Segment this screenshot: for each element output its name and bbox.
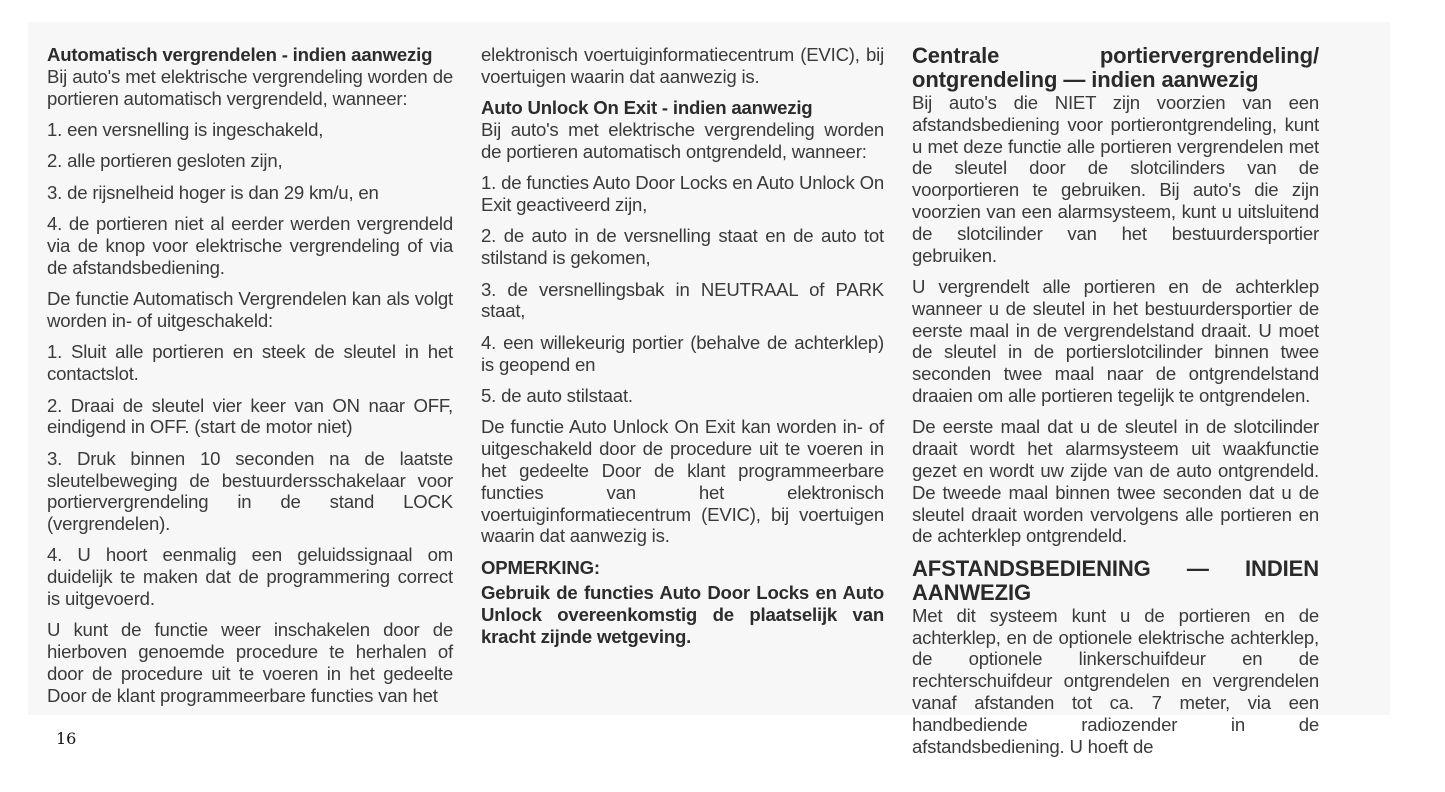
auto-lock-condition: 4. de portieren niet al eerder werden vergrendeld via de knop voor elektrische vergrendeling of via de afstandsbediening. (47, 213, 453, 278)
auto-unlock-condition: 2. de auto in de versnelling staat en de auto tot stilstand is gekomen, (481, 225, 884, 269)
remote-p1: Met dit systeem kunt u de portieren en de achterklep, en de optionele elektrische achterklep, de optionele linkerschuifdeur en de rechterschuifdeur ontgrendelen en vergrendelen vanaf afstanden tot ca. 7 meter, via een handbediende radiozender in de afstandsbediening. U hoeft de (912, 604, 1319, 757)
central-locking-p2: U vergrendelt alle portieren en de achterklep wanneer u de sleutel in het bestuurdersportier de eerste maal in de vergrendelstand draait. U moet de sleutel in de portierslotcilinder binnen twee seconden twee maal naar de ontgrendelstand draaien om alle portieren tegelijk te ontgrendelen. (912, 275, 1319, 406)
auto-unlock-condition: 1. de functies Auto Door Locks en Auto Unlock On Exit geactiveerd zijn, (481, 172, 884, 215)
auto-lock-condition: 1. een versnelling is ingeschakeld, (47, 118, 324, 140)
central-locking-p3: De eerste maal dat u de sleutel in de slotcilinder draait wordt het alarmsysteem uit waakfunctie gezet en wordt uw zijde van de auto ontgrendeld. De tweede maal binnen twee seconden dat u de sleutel draait worden vervolgens alle portieren en de achterklep ontgrendeld. (912, 416, 1319, 547)
evic-continuation: elektronisch voertuiginformatiecentrum (EVIC), bij voertuigen waarin dat aanwezig is. (481, 44, 884, 87)
auto-lock-step: 1. Sluit alle portieren en steek de sleutel in het contactslot. (47, 341, 453, 385)
note-label: OPMERKING: (481, 556, 600, 578)
note-text: Gebruik de functies Auto Door Locks en Auto Unlock overeenkomstig de plaatselijk van kracht zijnde wetgeving. (481, 582, 884, 648)
auto-lock-condition: 2. alle portieren gesloten zijn, (47, 150, 283, 172)
auto-lock-step: 4. U hoort eenmalig een geluidssignaal om duidelijk te maken dat de programmering correct is uitgevoerd. (47, 544, 453, 610)
auto-lock-intro: Bij auto's met elektrische vergrendeling worden de portieren automatisch vergrendeld, wanneer: (47, 65, 453, 109)
column-left (47, 44, 453, 716)
column-middle (481, 44, 884, 657)
auto-unlock-condition: 5. de auto stilstaat. (481, 384, 633, 406)
auto-unlock-condition: 4. een willekeurig portier (behalve de achterklep) is geopend en (481, 331, 884, 375)
auto-unlock-heading: Auto Unlock On Exit - indien aanwezig (481, 97, 813, 119)
auto-lock-step: 2. Draai de sleutel vier keer van ON naar OFF, eindigend in OFF. (start de motor niet) (47, 394, 453, 438)
page-number: 16 (56, 729, 77, 748)
auto-lock-closing: U kunt de functie weer inschakelen door de hierboven genoemde procedure te herhalen of door de procedure uit te voeren in het gedeelte Door de klant programmeerbare functies van het (47, 619, 453, 706)
auto-lock-heading: Automatisch vergrendelen - indien aanwezig (47, 44, 433, 65)
central-locking-p1: Bij auto's die NIET zijn voorzien van een afstandsbediening voor portierontgrendeling, kunt u met deze functie alle portieren vergrendelen met de sleutel door de slotcilinders van de voorportieren te gebruiken. Bij auto's die zijn voorzien van een alarmsysteem, kunt u uitsluitend de slotcilinder van het bestuurdersportier gebruiken. (912, 92, 1319, 266)
auto-unlock-intro: Bij auto's met elektrische vergrendeling worden de portieren automatisch ontgrendeld, wanneer: (481, 118, 884, 162)
remote-heading: AFSTANDSBEDIENING — INDIEN AANWEZIG (912, 555, 1319, 605)
auto-lock-condition: 3. de rijsnelheid hoger is dan 29 km/u, en (47, 181, 379, 203)
auto-unlock-condition: 3. de versnellingsbak in NEUTRAAL of PARK staat, (481, 278, 884, 322)
column-right (912, 44, 1319, 767)
auto-lock-step: 3. Druk binnen 10 seconden na de laatste sleutelbeweging de bestuurdersschakelaar voor portiervergrendeling in de stand LOCK (vergrendelen). (47, 447, 453, 535)
auto-lock-toggle-intro: De functie Automatisch Vergrendelen kan als volgt worden in- of uitgeschakeld: (47, 288, 453, 331)
central-locking-heading: Centrale portiervergrendeling/ ontgrendeling — indien aanwezig (912, 43, 1319, 92)
auto-unlock-toggle-text: De functie Auto Unlock On Exit kan worden in- of uitgeschakeld door de procedure uit te voeren in het gedeelte Door de klant programmeerbare functies van het elektronisch voertuiginformatiecentrum (EVIC), bij voertuigen waarin dat aanwezig is. (481, 416, 884, 547)
